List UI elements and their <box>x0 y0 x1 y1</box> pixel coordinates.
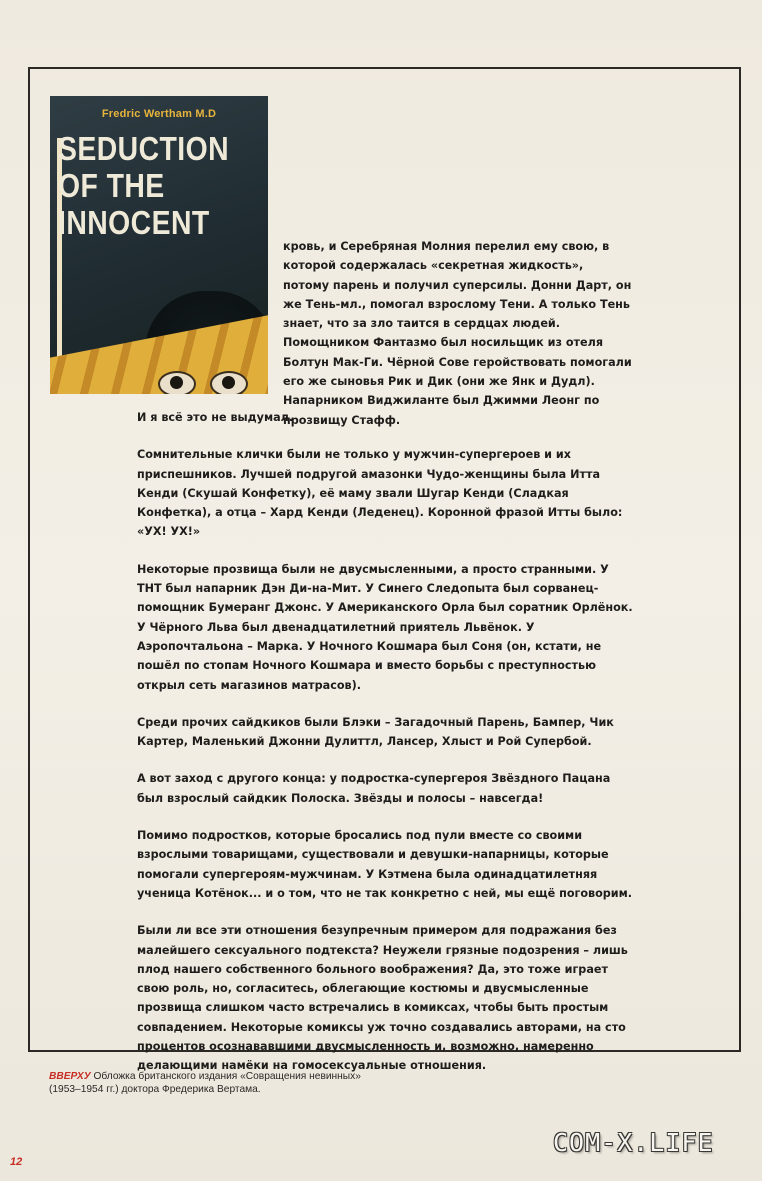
article-paragraph-continued: кровь, и Серебряная Молния перелил ему свою, в которой содержалась «секретная жидкость», потому парень и получил суперсилы. Донни Дарт, он же Тень-мл., помогал взрослому Тени. А только Тень знает, что за зло таится в сердцах людей. Помощником Фантазмо был носильщик из отеля Болтун Мак-Ги. Чёрной Сове геройствовать помогали его же сыновья Рик и Дик (они же Янк и Дудл). Напарником Виджиланте был Джимми Леонг по прозвищу Стафф. <box>283 240 632 427</box>
cover-title <box>58 130 229 241</box>
article-paragraph: И я всё это не выдумал. <box>137 411 294 424</box>
book-cover-image <box>50 96 268 394</box>
article-body <box>137 408 637 1094</box>
site-watermark: COM-X.LIFE <box>553 1128 714 1157</box>
cover-author: Fredric Wertham M.D <box>101 108 217 120</box>
cover-title-line: INNOCENT <box>58 204 210 241</box>
cover-title-line: OF THE <box>58 167 165 204</box>
image-caption <box>49 1070 379 1096</box>
page-number: 12 <box>10 1156 23 1168</box>
article-paragraph: Сомнительные клички были не только у мужчин-супергероев и их приспешников. Лучшей подругой амазонки Чудо-женщины была Итта Кенди (Скушай Конфетку), её маму звали Шугар Кенди (Сладкая Конфетка), а отца – Хард Кенди (Леденец). Коронной фразой Итты было: «УХ! УХ!» <box>137 448 623 539</box>
cover-title-line: SEDUCTION <box>58 130 230 167</box>
cover-eyes <box>150 371 260 394</box>
article-paragraph: Помимо подростков, которые бросались под пули вместе со своими взрослыми товарищами, существовали и девушки-напарницы, которые помогали супергероям-мужчинам. У Кэтмена была одинадцатилетняя ученица Котёнок... и о том, что не так конкретно с ней, мы ещё поговорим. <box>137 829 633 900</box>
article-paragraph: Были ли все эти отношения безупречным примером для подражания без малейшего сексуального подтекста? Неужели грязные подозрения – лишь плод нашего собственного больного воображения? Да, это тоже играет свою роль, но, согласитесь, облегающие костюмы и двусмысленные прозвища слишком часто встречались в комиксах, чтобы быть простым совпадением. Некоторые комиксы уж точно создавались авторами, на сто процентов осознававшими двусмысленность и, возможно, намеренно делающими намёки на гомосексуальные отношения. <box>137 924 628 1073</box>
right-eye-icon <box>210 371 248 394</box>
left-eye-icon <box>158 371 196 394</box>
caption-text: Обложка британского издания «Совращения невинных» (1953–1954 гг.) доктора Фредерика Вертама. <box>49 1071 361 1095</box>
article-paragraph: А вот заход с другого конца: у подростка-супергероя Звёздного Пацана был взрослый сайдкик Полоска. Звёзды и полосы – навсегда! <box>137 772 611 805</box>
article-paragraph: Среди прочих сайдкиков были Блэки – Загадочный Парень, Бампер, Чик Картер, Маленький Джонни Дулиттл, Лансер, Хлыст и Рой Супербой. <box>137 715 614 749</box>
article-paragraph: Некоторые прозвища были не двусмысленными, а просто странными. У ТНТ был напарник Дэн Ди-на-Мит. У Синего Следопыта был сорванец-помощник Бумеранг Джонс. У Американского Орла был соратник Орлёнок. У Чёрного Льва был двенадцатилетний приятель Львёнок. У Аэропочтальона – Марка. У Ночного Кошмара был Соня (он, кстати, не пошёл по стопам Ночного Кошмара и вместо борьбы с преступностью открыл сеть магазинов матрасов). <box>137 562 633 692</box>
caption-tag: ВВЕРХУ <box>49 1071 91 1082</box>
